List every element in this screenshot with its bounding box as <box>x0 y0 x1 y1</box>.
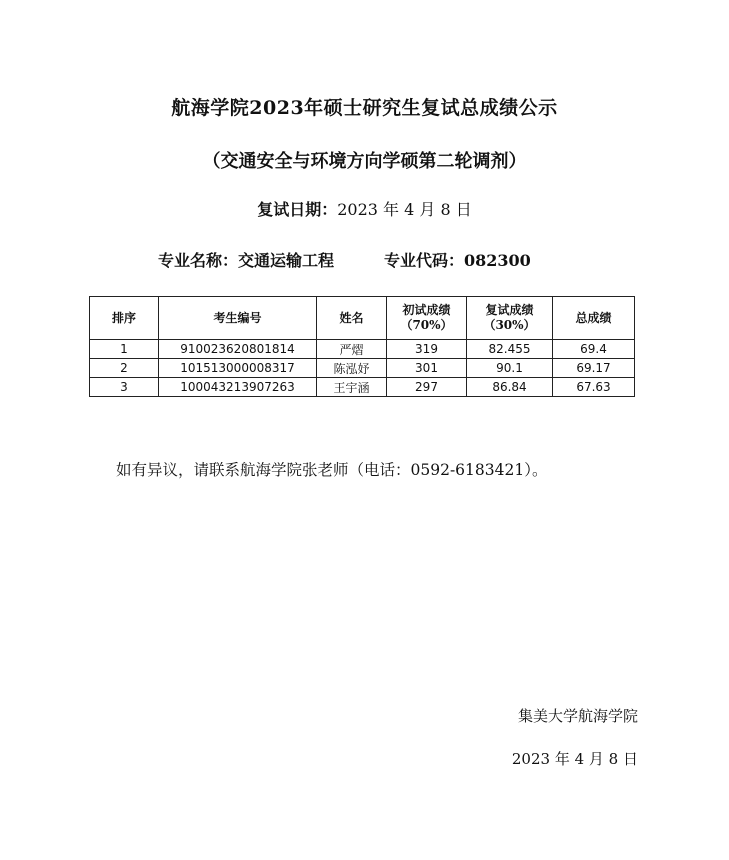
cell-retest: 90.1 <box>467 359 553 378</box>
cell-total: 67.63 <box>553 378 635 397</box>
page-title: 航海学院2023年硕士研究生复试总成绩公示 <box>171 97 558 119</box>
header-prelim-line2: （70%） <box>400 318 453 332</box>
header-name: 姓名 <box>317 297 387 340</box>
table-header-row <box>90 297 635 340</box>
header-prelim-line1: 初试成绩 <box>402 303 451 317</box>
cell-candidate-id: 910023620801814 <box>159 340 317 359</box>
page-subtitle: （交通安全与环境方向学硕第二轮调剂） <box>202 151 527 172</box>
cell-rank: 1 <box>90 340 159 359</box>
cell-rank: 3 <box>90 378 159 397</box>
cell-candidate-id: 101513000008317 <box>159 359 317 378</box>
cell-candidate-id: 100043213907263 <box>159 378 317 397</box>
cell-rank: 2 <box>90 359 159 378</box>
major-code: 专业代码：082300 <box>384 251 531 270</box>
major-info-line <box>158 248 531 271</box>
header-retest <box>467 297 553 340</box>
cell-retest: 82.455 <box>467 340 553 359</box>
header-rank: 排序 <box>90 297 159 340</box>
table-row <box>90 359 635 378</box>
table-row <box>90 378 635 397</box>
table-row <box>90 340 635 359</box>
signature-date: 2023 年 4 月 8 日 <box>511 750 638 768</box>
score-table <box>89 296 635 397</box>
objection-notice: 如有异议，请联系航海学院张老师（电话：0592-6183421）。 <box>116 461 548 479</box>
cell-retest: 86.84 <box>467 378 553 397</box>
header-prelim <box>387 297 467 340</box>
cell-name: 严熠 <box>317 340 387 359</box>
header-retest-line2: （30%） <box>483 318 536 332</box>
cell-prelim: 319 <box>387 340 467 359</box>
exam-date-value: 2023 年 4 月 8 日 <box>337 200 472 219</box>
cell-prelim: 297 <box>387 378 467 397</box>
cell-total: 69.17 <box>553 359 635 378</box>
signature-org: 集美大学航海学院 <box>517 707 638 725</box>
cell-name: 王宇涵 <box>317 378 387 397</box>
cell-prelim: 301 <box>387 359 467 378</box>
header-total: 总成绩 <box>553 297 635 340</box>
header-candidate-id: 考生编号 <box>159 297 317 340</box>
exam-date-line <box>0 197 729 220</box>
major-name: 专业名称：交通运输工程 <box>158 251 335 270</box>
exam-date-label: 复试日期： <box>257 200 338 219</box>
header-retest-line1: 复试成绩 <box>485 303 534 317</box>
cell-name: 陈泓妤 <box>317 359 387 378</box>
cell-total: 69.4 <box>553 340 635 359</box>
